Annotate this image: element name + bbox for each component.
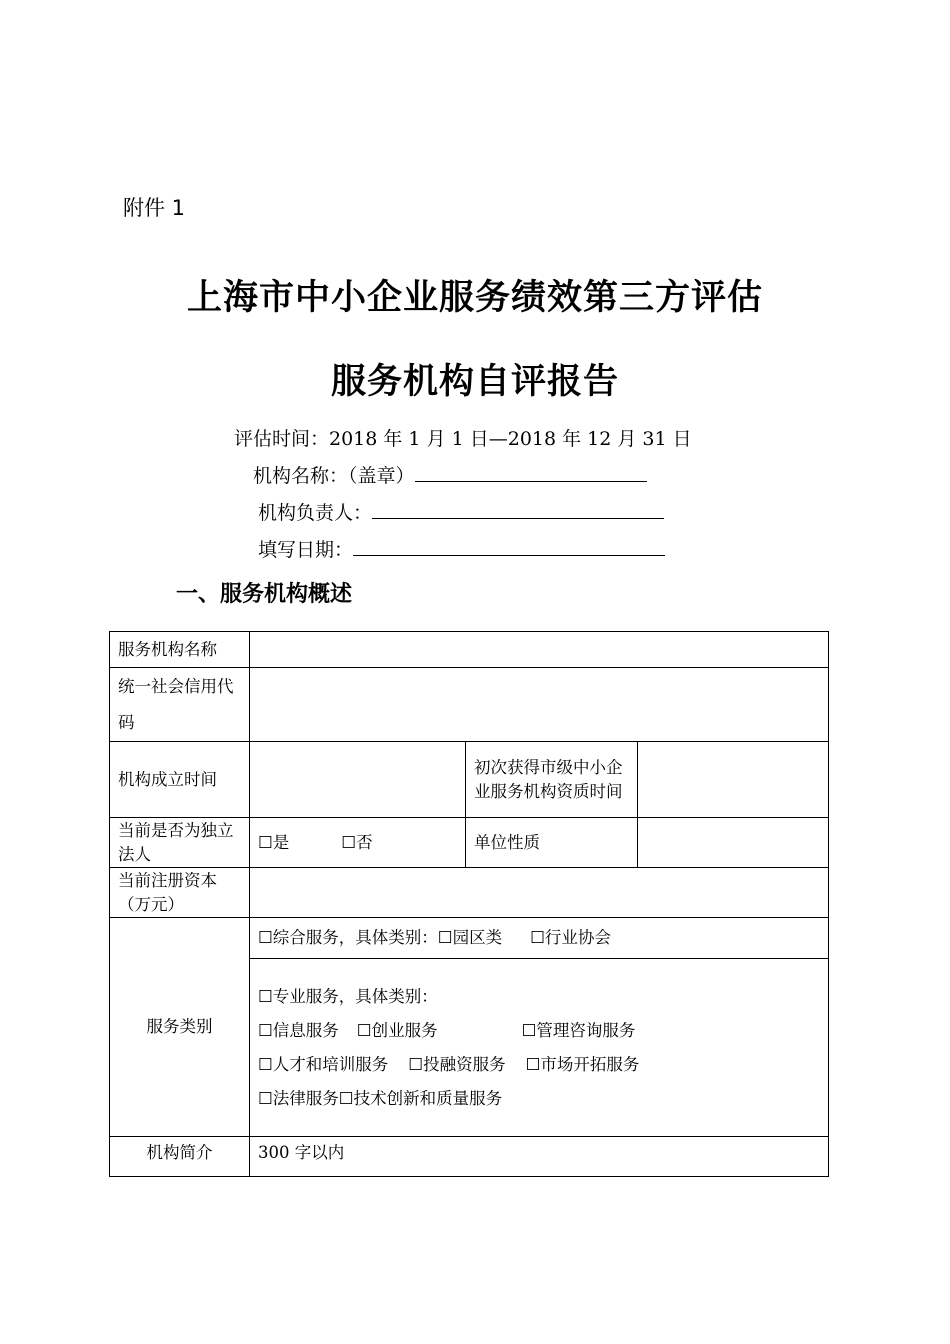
unit-nature-cell: 单位性质: [466, 818, 638, 868]
section1-heading: 一、服务机构概述: [176, 582, 353, 607]
registered-capital-cell: 当前注册资本（万元）: [110, 868, 250, 918]
org-name-row: [253, 461, 647, 488]
comprehensive-checkbox[interactable]: ☐综合服务，具体类别：: [258, 928, 438, 947]
qualification-time-input[interactable]: [638, 742, 829, 818]
independent-legal-options: [250, 818, 466, 868]
org-name-label: 机构名称：（盖章）: [253, 465, 415, 487]
market-expansion-checkbox[interactable]: ☐市场开拓服务: [525, 1054, 640, 1074]
table-row: [110, 1137, 829, 1177]
comprehensive-service-options: [250, 918, 829, 959]
fill-date-blank[interactable]: [353, 537, 665, 556]
park-checkbox[interactable]: ☐园区类: [437, 928, 503, 947]
attachment-label: 附件 1: [123, 196, 186, 220]
legal-service-checkbox[interactable]: ☐法律服务: [258, 1088, 339, 1108]
professional-options-line3: [258, 1082, 820, 1116]
org-intro-input[interactable]: 300 字以内: [250, 1137, 829, 1177]
table-row: [110, 668, 829, 742]
document-title-line1: 上海市中小企业服务绩效第三方评估: [186, 278, 763, 318]
person-in-charge-blank[interactable]: [372, 500, 664, 519]
fill-date-row: [258, 535, 665, 562]
professional-line: [258, 980, 820, 1014]
unit-nature-input[interactable]: [638, 818, 829, 868]
org-overview-table: [109, 631, 829, 1177]
tech-innovation-checkbox[interactable]: ☐技术创新和质量服务: [338, 1088, 503, 1108]
org-name-input[interactable]: [250, 632, 829, 668]
professional-options-line2: [258, 1048, 820, 1082]
professional-checkbox[interactable]: ☐专业服务，具体类别：: [258, 986, 438, 1006]
startup-service-checkbox[interactable]: ☐创业服务: [356, 1020, 438, 1040]
credit-code-input[interactable]: [250, 668, 829, 742]
registered-capital-input[interactable]: [250, 868, 829, 918]
org-intro-cell: 机构简介: [110, 1137, 250, 1177]
document-title-line2: 服务机构自评报告: [330, 362, 619, 402]
org-name-cell: 服务机构名称: [110, 632, 250, 668]
mgmt-consulting-checkbox[interactable]: ☐管理咨询服务: [521, 1020, 636, 1040]
fill-date-label: 填写日期：: [258, 539, 354, 561]
qualification-time-cell: 初次获得市级中小企业服务机构资质时间: [466, 742, 638, 818]
credit-code-cell: 统一社会信用代码: [110, 668, 250, 742]
info-service-checkbox[interactable]: ☐信息服务: [258, 1020, 339, 1040]
table-row: [110, 818, 829, 868]
org-name-blank[interactable]: [415, 463, 647, 482]
person-in-charge-label: 机构负责人：: [258, 502, 373, 524]
no-checkbox[interactable]: ☐否: [341, 832, 373, 852]
evaluation-period: 评估时间：2018 年 1 月 1 日—2018 年 12 月 31 日: [234, 428, 692, 450]
founded-input[interactable]: [250, 742, 466, 818]
service-category-cell: 服务类别: [110, 918, 250, 1137]
talent-training-checkbox[interactable]: ☐人才和培训服务: [258, 1054, 389, 1074]
table-row: [110, 918, 829, 959]
yes-checkbox[interactable]: ☐是: [258, 832, 290, 852]
founded-cell: 机构成立时间: [110, 742, 250, 818]
professional-service-options: [250, 959, 829, 1137]
investment-financing-checkbox[interactable]: ☐投融资服务: [408, 1054, 506, 1074]
person-in-charge-row: [258, 498, 664, 525]
industry-assoc-checkbox[interactable]: ☐行业协会: [530, 928, 611, 947]
table-row: [110, 742, 829, 818]
table-row: [110, 868, 829, 918]
table-row: [110, 632, 829, 668]
professional-options-line1: [258, 1014, 820, 1048]
independent-legal-cell: 当前是否为独立法人: [110, 818, 250, 868]
